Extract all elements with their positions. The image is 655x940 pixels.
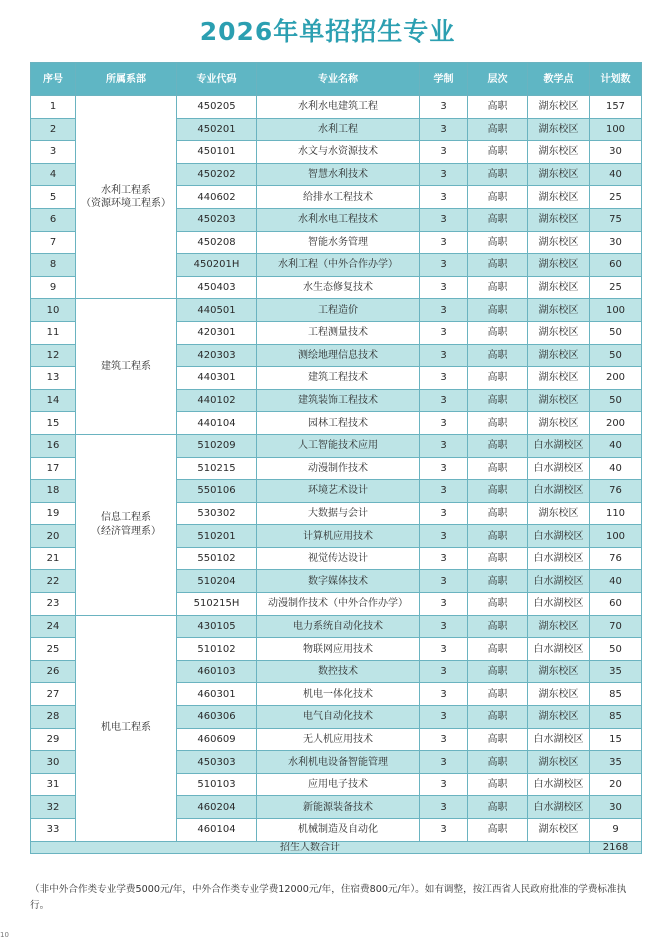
cell-campus: 湖东校区 <box>528 502 590 525</box>
total-row <box>31 841 642 853</box>
cell-seq: 31 <box>31 773 76 796</box>
cell-code: 440104 <box>177 412 257 435</box>
cell-quota: 25 <box>590 186 642 209</box>
total-label: 招生人数合计 <box>31 841 590 853</box>
cell-department <box>76 96 177 299</box>
cell-campus: 湖东校区 <box>528 367 590 390</box>
cell-name: 水文与水资源技术 <box>257 141 420 164</box>
cell-level: 高职 <box>468 118 528 141</box>
cell-seq: 1 <box>31 96 76 119</box>
cell-duration: 3 <box>420 728 468 751</box>
cell-level: 高职 <box>468 434 528 457</box>
cell-seq: 3 <box>31 141 76 164</box>
department-name: 机电工程系 <box>101 722 151 734</box>
cell-name: 数字媒体技术 <box>257 570 420 593</box>
cell-code: 460204 <box>177 796 257 819</box>
cell-name: 计算机应用技术 <box>257 525 420 548</box>
cell-code: 430105 <box>177 615 257 638</box>
cell-seq: 6 <box>31 208 76 231</box>
cell-code: 460306 <box>177 706 257 729</box>
cell-level: 高职 <box>468 796 528 819</box>
cell-level: 高职 <box>468 570 528 593</box>
cell-name: 工程测量技术 <box>257 321 420 344</box>
cell-campus: 湖东校区 <box>528 231 590 254</box>
cell-campus: 白水湖校区 <box>528 547 590 570</box>
page-title: 2026年单招招生专业 <box>199 17 456 46</box>
header-level: 层次 <box>468 63 528 96</box>
department-alt-name: （经济管理系） <box>91 525 161 537</box>
cell-quota: 100 <box>590 118 642 141</box>
majors-table <box>30 62 642 854</box>
cell-quota: 30 <box>590 141 642 164</box>
cell-seq: 17 <box>31 457 76 480</box>
cell-quota: 9 <box>590 819 642 842</box>
cell-duration: 3 <box>420 344 468 367</box>
cell-seq: 30 <box>31 751 76 774</box>
cell-level: 高职 <box>468 276 528 299</box>
cell-duration: 3 <box>420 367 468 390</box>
cell-duration: 3 <box>420 186 468 209</box>
cell-code: 510102 <box>177 638 257 661</box>
table-header-row <box>31 63 642 96</box>
cell-name: 智能水务管理 <box>257 231 420 254</box>
cell-seq: 16 <box>31 434 76 457</box>
cell-name: 水利水电建筑工程 <box>257 96 420 119</box>
cell-level: 高职 <box>468 547 528 570</box>
cell-name: 人工智能技术应用 <box>257 434 420 457</box>
cell-level: 高职 <box>468 819 528 842</box>
cell-name: 智慧水利技术 <box>257 163 420 186</box>
cell-quota: 50 <box>590 321 642 344</box>
cell-name: 动漫制作技术 <box>257 457 420 480</box>
cell-code: 550102 <box>177 547 257 570</box>
cell-quota: 75 <box>590 208 642 231</box>
table-row <box>31 299 642 322</box>
cell-campus: 白水湖校区 <box>528 457 590 480</box>
cell-level: 高职 <box>468 706 528 729</box>
cell-name: 环境艺术设计 <box>257 480 420 503</box>
cell-campus: 白水湖校区 <box>528 434 590 457</box>
header-dept: 所属系部 <box>76 63 177 96</box>
cell-level: 高职 <box>468 389 528 412</box>
cell-code: 510215 <box>177 457 257 480</box>
cell-level: 高职 <box>468 457 528 480</box>
cell-duration: 3 <box>420 819 468 842</box>
cell-duration: 3 <box>420 276 468 299</box>
cell-quota: 50 <box>590 638 642 661</box>
cell-duration: 3 <box>420 231 468 254</box>
cell-duration: 3 <box>420 683 468 706</box>
cell-seq: 28 <box>31 706 76 729</box>
cell-seq: 24 <box>31 615 76 638</box>
cell-name: 动漫制作技术（中外合作办学） <box>257 593 420 616</box>
cell-campus: 湖东校区 <box>528 321 590 344</box>
cell-duration: 3 <box>420 638 468 661</box>
cell-code: 460609 <box>177 728 257 751</box>
cell-quota: 100 <box>590 525 642 548</box>
cell-campus: 湖东校区 <box>528 208 590 231</box>
cell-level: 高职 <box>468 321 528 344</box>
cell-quota: 40 <box>590 163 642 186</box>
table-row <box>31 434 642 457</box>
cell-level: 高职 <box>468 186 528 209</box>
cell-campus: 白水湖校区 <box>528 525 590 548</box>
cell-code: 450201 <box>177 118 257 141</box>
cell-campus: 湖东校区 <box>528 163 590 186</box>
cell-code: 510209 <box>177 434 257 457</box>
cell-quota: 20 <box>590 773 642 796</box>
cell-duration: 3 <box>420 773 468 796</box>
cell-duration: 3 <box>420 660 468 683</box>
cell-code: 420303 <box>177 344 257 367</box>
cell-level: 高职 <box>468 751 528 774</box>
cell-department <box>76 299 177 435</box>
cell-seq: 21 <box>31 547 76 570</box>
cell-duration: 3 <box>420 96 468 119</box>
cell-name: 园林工程技术 <box>257 412 420 435</box>
cell-code: 460103 <box>177 660 257 683</box>
header-code: 专业代码 <box>177 63 257 96</box>
cell-quota: 30 <box>590 231 642 254</box>
cell-duration: 3 <box>420 118 468 141</box>
total-value: 2168 <box>590 841 642 853</box>
cell-campus: 湖东校区 <box>528 389 590 412</box>
cell-seq: 9 <box>31 276 76 299</box>
cell-code: 440301 <box>177 367 257 390</box>
cell-code: 510204 <box>177 570 257 593</box>
cell-duration: 3 <box>420 547 468 570</box>
cell-code: 450208 <box>177 231 257 254</box>
cell-code: 460301 <box>177 683 257 706</box>
cell-seq: 2 <box>31 118 76 141</box>
cell-quota: 25 <box>590 276 642 299</box>
cell-quota: 35 <box>590 660 642 683</box>
table-row <box>31 615 642 638</box>
cell-quota: 76 <box>590 547 642 570</box>
cell-name: 水利工程（中外合作办学） <box>257 254 420 277</box>
cell-quota: 40 <box>590 570 642 593</box>
cell-name: 给排水工程技术 <box>257 186 420 209</box>
cell-quota: 15 <box>590 728 642 751</box>
cell-level: 高职 <box>468 208 528 231</box>
cell-name: 水利水电工程技术 <box>257 208 420 231</box>
cell-campus: 湖东校区 <box>528 96 590 119</box>
cell-quota: 50 <box>590 344 642 367</box>
table-body <box>31 96 642 842</box>
cell-code: 450205 <box>177 96 257 119</box>
cell-name: 电力系统自动化技术 <box>257 615 420 638</box>
cell-quota: 30 <box>590 796 642 819</box>
cell-code: 440602 <box>177 186 257 209</box>
cell-campus: 湖东校区 <box>528 276 590 299</box>
cell-campus: 白水湖校区 <box>528 593 590 616</box>
cell-duration: 3 <box>420 570 468 593</box>
cell-level: 高职 <box>468 299 528 322</box>
table-row <box>31 96 642 119</box>
department-name: 建筑工程系 <box>101 360 151 372</box>
cell-campus: 白水湖校区 <box>528 773 590 796</box>
header-duration: 学制 <box>420 63 468 96</box>
cell-level: 高职 <box>468 502 528 525</box>
cell-level: 高职 <box>468 480 528 503</box>
cell-duration: 3 <box>420 299 468 322</box>
department-name: 水利工程系 <box>101 184 151 196</box>
cell-seq: 15 <box>31 412 76 435</box>
cell-duration: 3 <box>420 751 468 774</box>
cell-code: 450403 <box>177 276 257 299</box>
cell-code: 460104 <box>177 819 257 842</box>
cell-name: 应用电子技术 <box>257 773 420 796</box>
cell-code: 450203 <box>177 208 257 231</box>
cell-campus: 白水湖校区 <box>528 796 590 819</box>
cell-code: 440102 <box>177 389 257 412</box>
cell-seq: 32 <box>31 796 76 819</box>
cell-duration: 3 <box>420 796 468 819</box>
cell-seq: 19 <box>31 502 76 525</box>
cell-duration: 3 <box>420 615 468 638</box>
cell-name: 工程造价 <box>257 299 420 322</box>
cell-campus: 湖东校区 <box>528 141 590 164</box>
cell-seq: 22 <box>31 570 76 593</box>
cell-seq: 11 <box>31 321 76 344</box>
cell-quota: 70 <box>590 615 642 638</box>
header-quota: 计划数 <box>590 63 642 96</box>
cell-seq: 23 <box>31 593 76 616</box>
cell-name: 水利工程 <box>257 118 420 141</box>
cell-code: 450201H <box>177 254 257 277</box>
cell-seq: 13 <box>31 367 76 390</box>
cell-seq: 26 <box>31 660 76 683</box>
cell-campus: 白水湖校区 <box>528 638 590 661</box>
cell-campus: 湖东校区 <box>528 615 590 638</box>
cell-name: 机电一体化技术 <box>257 683 420 706</box>
cell-name: 数控技术 <box>257 660 420 683</box>
cell-duration: 3 <box>420 502 468 525</box>
cell-duration: 3 <box>420 706 468 729</box>
cell-level: 高职 <box>468 231 528 254</box>
cell-level: 高职 <box>468 660 528 683</box>
cell-campus: 湖东校区 <box>528 751 590 774</box>
cell-seq: 7 <box>31 231 76 254</box>
cell-level: 高职 <box>468 163 528 186</box>
cell-code: 450202 <box>177 163 257 186</box>
cell-campus: 湖东校区 <box>528 819 590 842</box>
cell-quota: 60 <box>590 254 642 277</box>
cell-seq: 33 <box>31 819 76 842</box>
cell-quota: 85 <box>590 706 642 729</box>
cell-duration: 3 <box>420 412 468 435</box>
cell-department <box>76 434 177 615</box>
cell-campus: 湖东校区 <box>528 118 590 141</box>
cell-campus: 白水湖校区 <box>528 570 590 593</box>
cell-seq: 5 <box>31 186 76 209</box>
cell-code: 550106 <box>177 480 257 503</box>
cell-quota: 100 <box>590 299 642 322</box>
cell-campus: 湖东校区 <box>528 660 590 683</box>
cell-seq: 8 <box>31 254 76 277</box>
header-campus: 教学点 <box>528 63 590 96</box>
cell-seq: 10 <box>31 299 76 322</box>
cell-name: 视觉传达设计 <box>257 547 420 570</box>
cell-code: 510215H <box>177 593 257 616</box>
cell-name: 测绘地理信息技术 <box>257 344 420 367</box>
cell-level: 高职 <box>468 593 528 616</box>
cell-name: 物联网应用技术 <box>257 638 420 661</box>
cell-duration: 3 <box>420 389 468 412</box>
cell-name: 水生态修复技术 <box>257 276 420 299</box>
cell-campus: 白水湖校区 <box>528 728 590 751</box>
cell-level: 高职 <box>468 367 528 390</box>
cell-quota: 50 <box>590 389 642 412</box>
cell-campus: 湖东校区 <box>528 186 590 209</box>
cell-name: 新能源装备技术 <box>257 796 420 819</box>
cell-level: 高职 <box>468 615 528 638</box>
cell-level: 高职 <box>468 96 528 119</box>
cell-level: 高职 <box>468 412 528 435</box>
cell-duration: 3 <box>420 208 468 231</box>
cell-seq: 14 <box>31 389 76 412</box>
cell-level: 高职 <box>468 344 528 367</box>
cell-seq: 4 <box>31 163 76 186</box>
cell-name: 电气自动化技术 <box>257 706 420 729</box>
cell-quota: 40 <box>590 434 642 457</box>
cell-campus: 白水湖校区 <box>528 480 590 503</box>
header-name: 专业名称 <box>257 63 420 96</box>
cell-seq: 18 <box>31 480 76 503</box>
cell-level: 高职 <box>468 525 528 548</box>
cell-code: 510201 <box>177 525 257 548</box>
cell-campus: 湖东校区 <box>528 254 590 277</box>
cell-code: 450303 <box>177 751 257 774</box>
cell-quota: 35 <box>590 751 642 774</box>
cell-quota: 110 <box>590 502 642 525</box>
cell-level: 高职 <box>468 141 528 164</box>
cell-duration: 3 <box>420 254 468 277</box>
department-name: 信息工程系 <box>101 512 151 524</box>
cell-quota: 157 <box>590 96 642 119</box>
cell-name: 水利机电设备智能管理 <box>257 751 420 774</box>
cell-quota: 40 <box>590 457 642 480</box>
cell-seq: 29 <box>31 728 76 751</box>
cell-campus: 湖东校区 <box>528 706 590 729</box>
cell-campus: 湖东校区 <box>528 344 590 367</box>
cell-duration: 3 <box>420 434 468 457</box>
cell-code: 530302 <box>177 502 257 525</box>
cell-level: 高职 <box>468 254 528 277</box>
cell-duration: 3 <box>420 593 468 616</box>
cell-seq: 27 <box>31 683 76 706</box>
cell-duration: 3 <box>420 141 468 164</box>
cell-duration: 3 <box>420 163 468 186</box>
cell-code: 450101 <box>177 141 257 164</box>
page-number: 10 <box>0 931 9 939</box>
cell-level: 高职 <box>468 683 528 706</box>
cell-duration: 3 <box>420 480 468 503</box>
cell-seq: 25 <box>31 638 76 661</box>
department-alt-name: （资源环境工程系） <box>81 198 171 210</box>
cell-quota: 76 <box>590 480 642 503</box>
cell-seq: 12 <box>31 344 76 367</box>
header-seq: 序号 <box>31 63 76 96</box>
cell-code: 420301 <box>177 321 257 344</box>
cell-level: 高职 <box>468 638 528 661</box>
cell-duration: 3 <box>420 321 468 344</box>
cell-name: 建筑工程技术 <box>257 367 420 390</box>
cell-quota: 200 <box>590 412 642 435</box>
cell-level: 高职 <box>468 773 528 796</box>
cell-campus: 湖东校区 <box>528 412 590 435</box>
cell-campus: 湖东校区 <box>528 683 590 706</box>
cell-duration: 3 <box>420 457 468 480</box>
cell-name: 建筑装饰工程技术 <box>257 389 420 412</box>
cell-name: 机械制造及自动化 <box>257 819 420 842</box>
cell-duration: 3 <box>420 525 468 548</box>
footnote: （非中外合作类专业学费5000元/年，中外合作类专业学费12000元/年，住宿费800元/年）。如有调整，按江西省人民政府批准的学费标准执行。 <box>30 884 627 911</box>
cell-level: 高职 <box>468 728 528 751</box>
cell-department <box>76 615 177 841</box>
cell-quota: 60 <box>590 593 642 616</box>
cell-code: 510103 <box>177 773 257 796</box>
cell-seq: 20 <box>31 525 76 548</box>
cell-quota: 200 <box>590 367 642 390</box>
cell-campus: 湖东校区 <box>528 299 590 322</box>
cell-name: 无人机应用技术 <box>257 728 420 751</box>
cell-name: 大数据与会计 <box>257 502 420 525</box>
cell-quota: 85 <box>590 683 642 706</box>
cell-code: 440501 <box>177 299 257 322</box>
